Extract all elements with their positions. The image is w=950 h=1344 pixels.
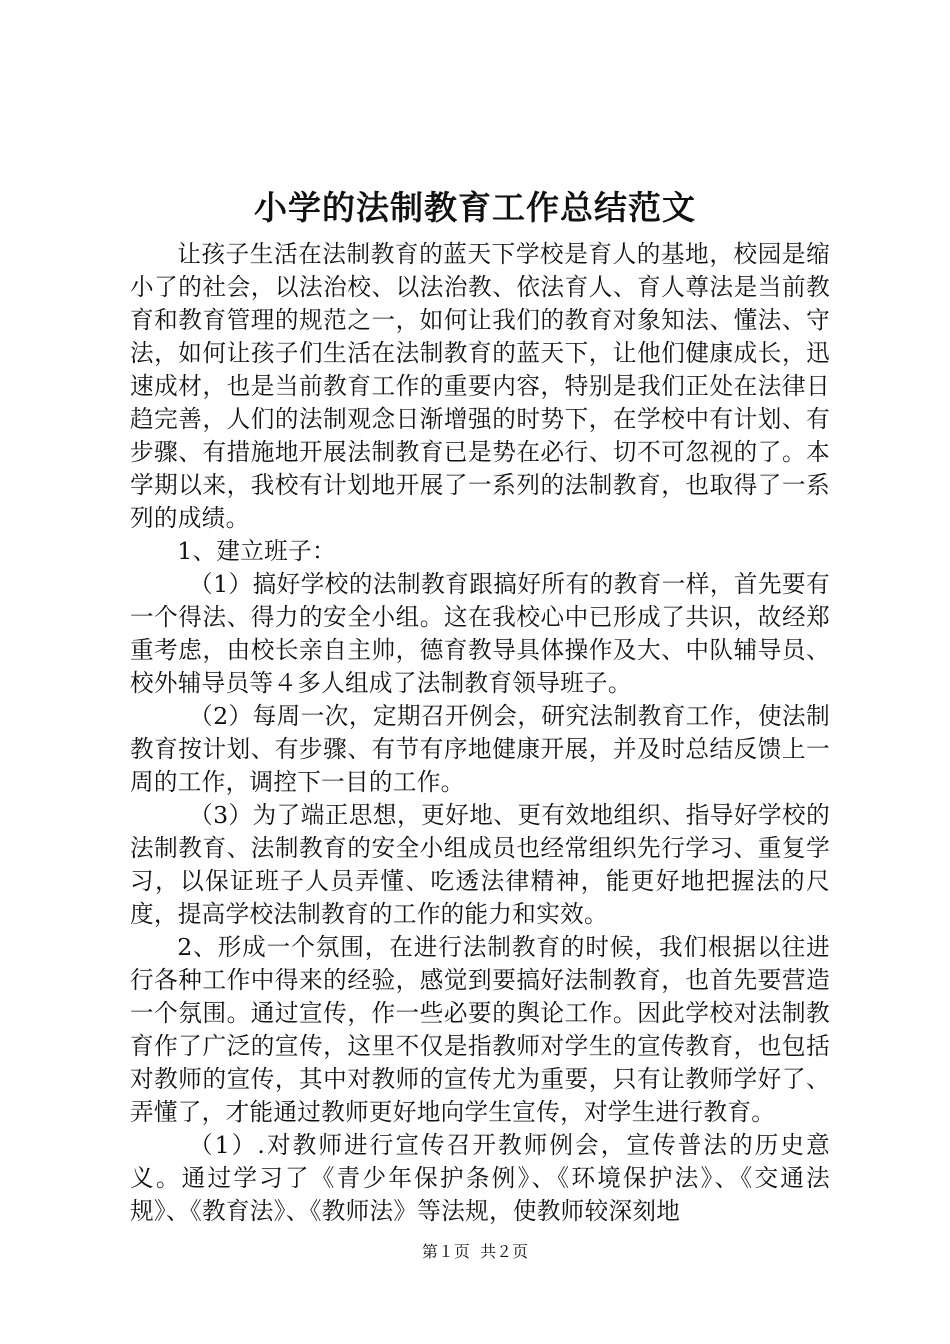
paragraph-intro: 让孩子生活在法制教育的蓝天下学校是育人的基地，校园是缩小了的社会，以法治校、以法治教、依法育人、育人尊法是当前教育和教育管理的规范之一，如何让我们的教育对象知法、懂法、守法，如何让孩子们生活在法制教育的蓝天下，让他们健康成长，迅速成材，也是当前教育工作的重要内容，特别是我们正处在法律日趋完善，人们的法制观念日渐增强的时势下，在学校中有计划、有步骤、有措施地开展法制教育已是势在必行、切不可忽视的了。本学期以来，我校有计划地开展了一系列的法制教育，也取得了一系列的成绩。 — [130, 240, 830, 532]
paragraph-item-1-1: （1）搞好学校的法制教育跟搞好所有的教育一样，首先要有一个得法、得力的安全小组。这在我校心中已形成了共识，故经郑重考虑，由校长亲自主帅，德育教导具体操作及大、中队辅导员、校外辅导员等４多人组成了法制教育领导班子。 — [130, 570, 830, 697]
paragraph-heading-1: 1、建立班子： — [177, 537, 336, 565]
paragraph-item-1-3: （3）为了端正思想，更好地、更有效地组织、指导好学校的法制教育、法制教育的安全小组成员也经常组织先行学习、重复学习，以保证班子人员弄懂、吃透法律精神，能更好地把握法的尺度，提高学校法制教育的工作的能力和实效。 — [130, 801, 830, 928]
paragraph-heading-2: 2、形成一个氛围，在进行法制教育的时候，我们根据以往进行各种工作中得来的经验，感觉到要搞好法制教育，也首先要营造一个氛围。通过宣传，作一些必要的舆论工作。因此学校对法制教育作了广泛的宣传，这里不仅是指教师对学生的宣传教育，也包括对教师的宣传，其中对教师的宣传尤为重要，只有让教师学好了、弄懂了，才能通过教师更好地向学生宣传，对学生进行教育。 — [130, 933, 830, 1126]
document-title: 小学的法制教育工作总结范文 — [254, 188, 696, 227]
paragraph-item-1-2: （2）每周一次，定期召开例会，研究法制教育工作，使法制教育按计划、有步骤、有节有序地健康开展，并及时总结反馈上一周的工作，调控下一目的工作。 — [130, 702, 830, 796]
page-footer — [0, 1240, 950, 1264]
paragraph-item-2-1: （1）.对教师进行宣传召开教师例会，宣传普法的历史意义。通过学习了《青少年保护条例》、《环境保护法》、《交通法规》、《教育法》、《教师法》等法规，使教师较深刻地 — [130, 1131, 830, 1225]
page-number: 第１页 共２页 — [421, 1242, 529, 1261]
document-body — [130, 238, 830, 1228]
